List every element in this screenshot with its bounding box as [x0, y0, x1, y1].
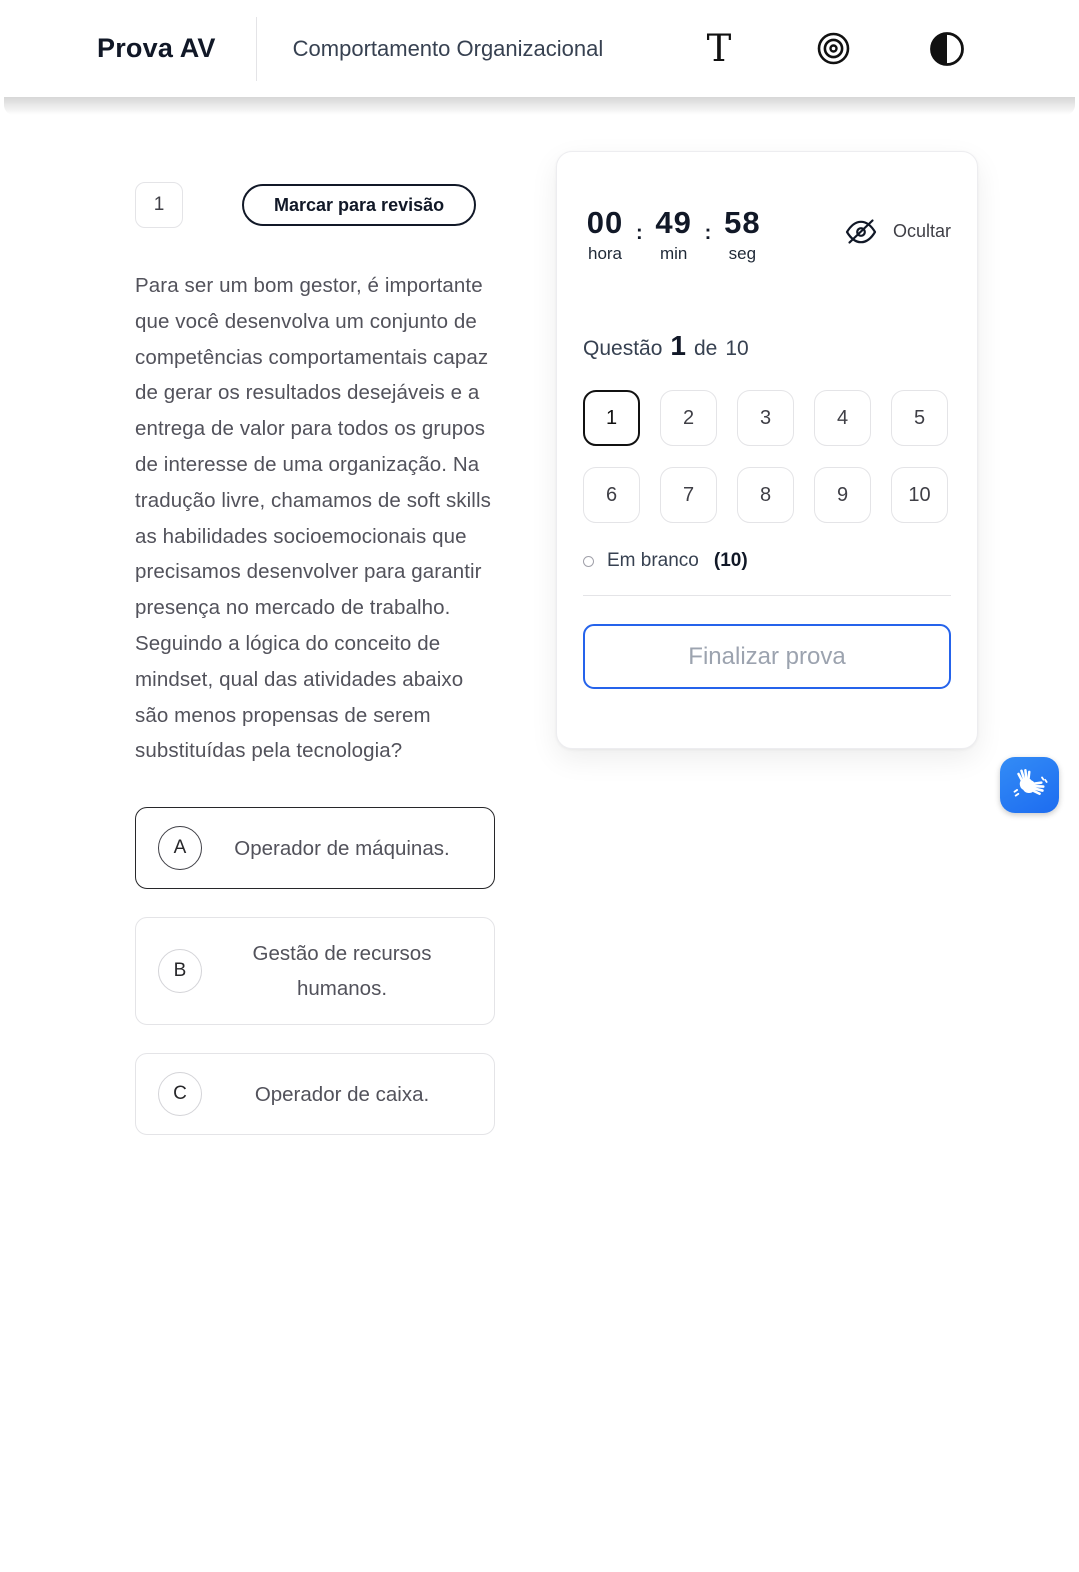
answer-option-c[interactable] [135, 1053, 495, 1135]
exam-subject-title: Comportamento Organizacional [292, 35, 604, 61]
question-progress: Questão 1 de 10 [583, 330, 749, 362]
sign-language-icon [1011, 768, 1048, 803]
option-label: Operador de máquinas. [234, 836, 450, 860]
timer-separator: : [704, 222, 712, 244]
font-size-button[interactable] [697, 27, 741, 71]
option-label: Gestão de recursos humanos. [252, 942, 432, 1001]
header-toolbar [697, 27, 969, 71]
accessibility-widget-button[interactable] [1000, 757, 1059, 813]
panel-divider [583, 595, 951, 596]
question-area [135, 182, 495, 1135]
finish-exam-button[interactable]: Finalizar prova [583, 624, 951, 689]
mark-for-review-button[interactable]: Marcar para revisão [242, 184, 476, 226]
timer-separator: : [636, 222, 643, 244]
option-letter-badge: A [158, 826, 202, 870]
answer-options [135, 807, 495, 1135]
current-question-number: 1 [670, 330, 686, 362]
circle-outline-icon [583, 556, 594, 567]
question-navigator [583, 390, 951, 523]
timer-hours: 00 hora [586, 205, 624, 264]
question-text: Para ser um bom gestor, é importante que você desenvolva um conjunto de competências comportamentais capaz de gerar os resultados desejáveis e a entrega de valor para todos os grupos de interesse de uma organização. Na tradução livre, chamamos de soft skills as habilidades socioemocionais que precisamos desenvolver para garantir presença no mercado de trabalho. Seguindo a lógica do conceito de mindset, qual das atividades abaixo são menos propensas de serem substituídas pela tecnologia? [135, 274, 491, 763]
question-nav-button-5[interactable]: 5 [891, 390, 948, 446]
header-divider [256, 17, 257, 81]
eye-off-icon [841, 214, 881, 249]
blank-questions-status [583, 550, 951, 572]
exam-control-panel [556, 151, 978, 749]
question-number-badge: 1 [135, 182, 183, 228]
timer [583, 206, 951, 264]
answer-option-a[interactable] [135, 807, 495, 889]
timer-seconds: 58 seg [724, 205, 761, 264]
blank-status-label: Em branco [607, 550, 699, 572]
app-header [0, 0, 1079, 97]
question-nav-button-9[interactable]: 9 [814, 467, 871, 523]
hide-timer-button[interactable] [841, 214, 951, 249]
question-nav-button-1[interactable]: 1 [583, 390, 640, 446]
blank-status-count: (10) [713, 550, 748, 572]
question-nav-button-7[interactable]: 7 [660, 467, 717, 523]
contrast-icon [928, 30, 966, 68]
question-nav-button-10[interactable]: 10 [891, 467, 948, 523]
contrast-toggle-button[interactable] [925, 27, 969, 71]
question-nav-button-6[interactable]: 6 [583, 467, 640, 523]
answer-option-b[interactable] [135, 917, 495, 1025]
font-size-icon: T [706, 27, 732, 70]
question-nav-button-4[interactable]: 4 [814, 390, 871, 446]
focus-mode-button[interactable] [811, 27, 855, 71]
timer-minutes: 49 min [655, 205, 692, 264]
option-label: Operador de caixa. [254, 1082, 430, 1106]
option-letter-badge: C [158, 1072, 202, 1116]
app-title: Prova AV [97, 33, 216, 63]
option-letter-badge: B [158, 949, 202, 993]
focus-target-icon [815, 30, 852, 67]
question-nav-button-8[interactable]: 8 [737, 467, 794, 523]
question-header-row [135, 182, 495, 228]
question-nav-button-3[interactable]: 3 [737, 390, 794, 446]
question-nav-button-2[interactable]: 2 [660, 390, 717, 446]
hide-timer-label: Ocultar [892, 221, 951, 241]
